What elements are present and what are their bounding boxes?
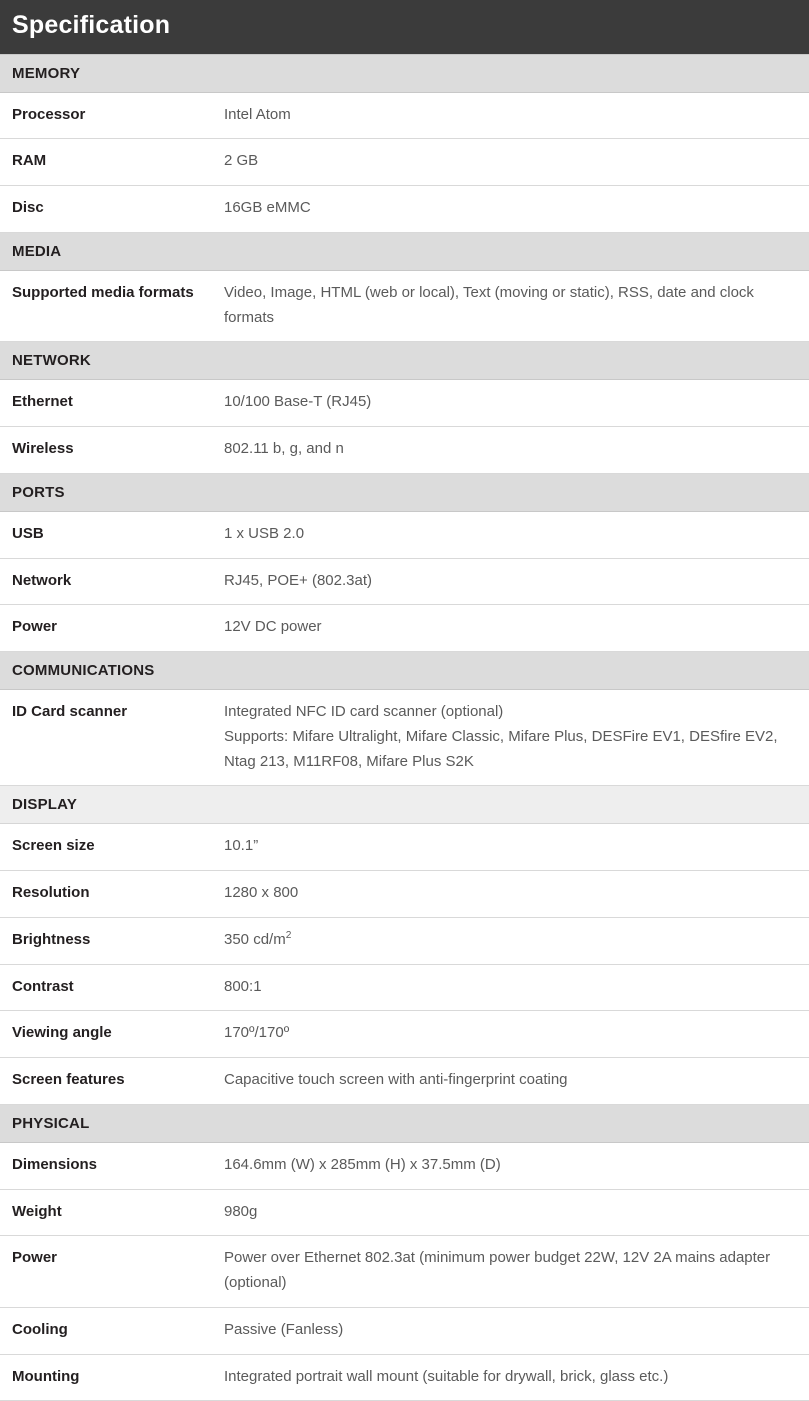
spec-label: ID Card scanner (0, 690, 212, 786)
spec-value-line: 10/100 Base-T (RJ45) (224, 393, 372, 411)
table-row (0, 1236, 809, 1308)
page-title: Specification (12, 11, 171, 39)
superscript: 2 (285, 929, 292, 941)
spec-label: RAM (0, 139, 212, 186)
spec-label: Wireless (0, 427, 212, 474)
section-header-label: MEMORY (0, 54, 809, 92)
spec-value (212, 1307, 809, 1354)
spec-value (212, 605, 809, 652)
table-row (0, 380, 809, 427)
section-header-row (0, 473, 809, 511)
spec-value (212, 1058, 809, 1105)
spec-label: USB (0, 511, 212, 558)
spec-value-line: Intel Atom (224, 105, 291, 123)
section-header-label: NETWORK (0, 342, 809, 380)
spec-value-line: 802.11 b, g, and n (224, 440, 344, 457)
spec-value (212, 139, 809, 186)
table-row (0, 605, 809, 652)
spec-label: Brightness (0, 917, 212, 964)
table-row (0, 871, 809, 918)
spec-value (212, 690, 809, 786)
table-row (0, 964, 809, 1011)
table-row (0, 690, 809, 786)
table-row (0, 558, 809, 605)
spec-label: Resolution (0, 871, 212, 918)
spec-value-line: 1280 x 800 (224, 884, 299, 901)
spec-label: Mounting (0, 1354, 212, 1401)
spec-value-line: 800:1 (224, 977, 262, 995)
spec-value (212, 270, 809, 342)
section-header-label: DISPLAY (0, 786, 809, 824)
spec-value-line: 10.1” (224, 837, 259, 855)
table-row (0, 1354, 809, 1401)
table-row (0, 917, 809, 964)
page-title-cell (0, 0, 809, 54)
spec-value-line: 16GB eMMC (224, 199, 311, 216)
spec-label: Supported media formats (0, 270, 212, 342)
spec-value (212, 1236, 809, 1308)
spec-value-line: 170º/170º (224, 1024, 290, 1042)
section-header-label: MEDIA (0, 232, 809, 270)
spec-label: Viewing angle (0, 1011, 212, 1058)
spec-value-line: RJ45, POE+ (802.3at) (224, 571, 372, 589)
section-header-row (0, 652, 809, 690)
spec-value (212, 186, 809, 233)
spec-label: Cooling (0, 1307, 212, 1354)
table-row (0, 1142, 809, 1189)
spec-value (212, 511, 809, 558)
section-header-label: PHYSICAL (0, 1104, 809, 1142)
spec-label: Processor (0, 92, 212, 139)
spec-label: Contrast (0, 964, 212, 1011)
spec-value-line: 980g (224, 1202, 258, 1220)
spec-value (212, 558, 809, 605)
section-header-row (0, 232, 809, 270)
spec-value-line: Power over Ethernet 802.3at (minimum power budget 22W, 12V 2A mains adapter (optional) (224, 1249, 771, 1291)
spec-label: Ethernet (0, 380, 212, 427)
spec-label: Power (0, 605, 212, 652)
spec-label: Disc (0, 186, 212, 233)
specification-header-row (0, 0, 809, 54)
table-row (0, 511, 809, 558)
spec-value (212, 427, 809, 474)
spec-value-line: 1 x USB 2.0 (224, 524, 305, 542)
section-header-row (0, 342, 809, 380)
spec-value-line: 12V DC power (224, 618, 322, 636)
spec-value-line: Capacitive touch screen with anti-fingerprint coating (224, 1071, 568, 1088)
spec-label: Screen size (0, 824, 212, 871)
spec-value-line: 2 GB (224, 152, 259, 170)
table-row (0, 1189, 809, 1236)
section-header-label: COMMUNICATIONS (0, 652, 809, 690)
spec-value-line: Integrated NFC ID card scanner (optional) (224, 703, 504, 720)
table-row (0, 92, 809, 139)
table-row (0, 427, 809, 474)
spec-value (212, 1011, 809, 1058)
table-row (0, 1011, 809, 1058)
section-header-row (0, 54, 809, 92)
spec-label: Weight (0, 1189, 212, 1236)
spec-value (212, 824, 809, 871)
spec-value (212, 964, 809, 1011)
table-row (0, 824, 809, 871)
spec-value-line: Passive (Fanless) (224, 1320, 344, 1338)
section-header-label: PORTS (0, 473, 809, 511)
spec-value (212, 871, 809, 918)
spec-value (212, 1142, 809, 1189)
spec-value (212, 1189, 809, 1236)
spec-value-line: 164.6mm (W) x 285mm (H) x 37.5mm (D) (224, 1155, 501, 1173)
spec-label: Dimensions (0, 1142, 212, 1189)
spec-value-line: Supports: Mifare Ultralight, Mifare Classic, Mifare Plus, DESFire EV1, DESfire EV2, Ntag 213, M11RF08, Mifare Plus S2K (224, 727, 778, 770)
spec-value (212, 380, 809, 427)
section-header-row (0, 1104, 809, 1142)
spec-value-line: 350 $cd/m^2$ (224, 929, 292, 948)
spec-value-line: Video, Image, HTML (web or local), Text (moving or static), RSS, date and clock formats (224, 283, 754, 326)
spec-value (212, 917, 809, 964)
table-row (0, 186, 809, 233)
table-row (0, 270, 809, 342)
spec-label: Power (0, 1236, 212, 1308)
table-row (0, 1058, 809, 1105)
spec-value (212, 92, 809, 139)
spec-label: Network (0, 558, 212, 605)
spec-value (212, 1354, 809, 1401)
table-row (0, 139, 809, 186)
table-row (0, 1307, 809, 1354)
section-header-row (0, 786, 809, 824)
spec-label: Screen features (0, 1058, 212, 1105)
spec-value-line: Integrated portrait wall mount (suitable for drywall, brick, glass etc.) (224, 1367, 669, 1385)
